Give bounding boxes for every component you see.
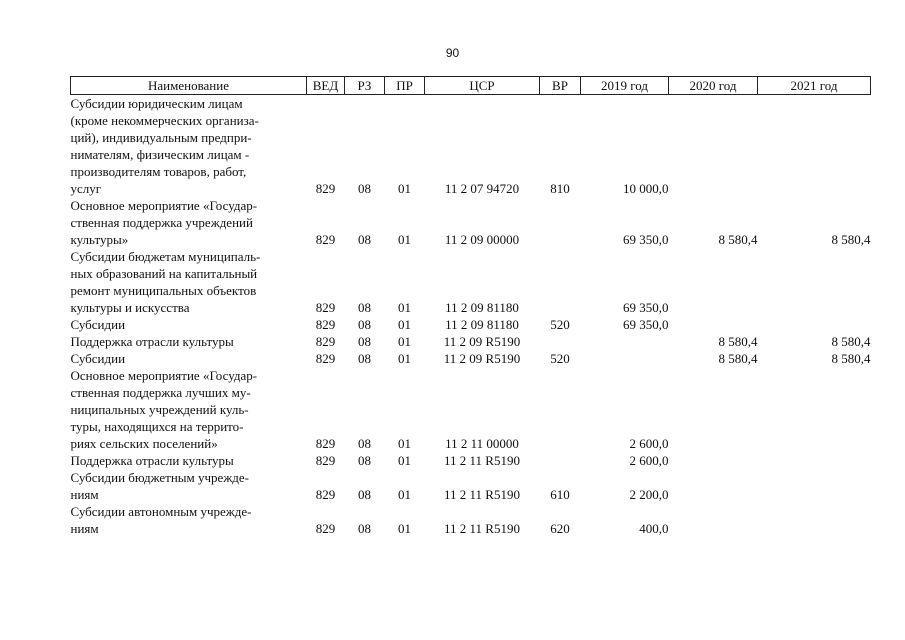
cell-csr: 11 2 11 R5190: [444, 521, 520, 536]
cell-csr: 11 2 09 81180: [445, 317, 519, 332]
row-name-line: риях сельских поселений»: [70, 436, 218, 451]
cell-rz: 08: [358, 351, 371, 366]
cell-y2020: [669, 503, 758, 537]
cell-y2020: [669, 95, 758, 198]
cell-vr: [540, 367, 581, 452]
row-name-line: Субсидии юридическим лицам: [70, 96, 243, 111]
cell-pr: 01: [398, 300, 411, 315]
header-pr: ПР: [385, 77, 425, 95]
row-name-line: Поддержка отрасли культуры: [70, 453, 234, 468]
cell-vr: 520: [550, 317, 570, 332]
cell-vr: [540, 248, 581, 316]
cell-csr: 11 2 09 R5190: [443, 334, 521, 349]
cell-y2021: [758, 452, 871, 469]
table-row: [71, 350, 871, 367]
row-name-line: Субсидии автономным учрежде-: [70, 504, 252, 519]
header-csr: ЦСР: [425, 77, 540, 95]
cell-rz: 08: [358, 487, 371, 502]
cell-ved: 829: [315, 351, 336, 366]
cell-y2021: [758, 95, 871, 198]
cell-csr: 11 2 07 94720: [444, 181, 520, 196]
cell-ved: 829: [315, 181, 336, 196]
table-row: [71, 95, 871, 198]
cell-pr: 01: [398, 232, 411, 247]
cell-y2019: 2 600,0: [629, 453, 669, 468]
cell-y2019: [581, 333, 669, 350]
table-header-row: [71, 77, 871, 95]
row-name: [71, 367, 307, 452]
cell-ved: 829: [315, 521, 336, 536]
row-name-line: Субсидии бюджетным учрежде-: [70, 470, 250, 485]
row-name-line: ниципальных учреждений куль-: [70, 402, 249, 417]
cell-ved: 829: [315, 317, 336, 332]
row-name: [71, 316, 307, 333]
row-name-line: ственная поддержка учреждений: [70, 215, 253, 230]
cell-vr: [540, 333, 581, 350]
cell-y2019: 2 200,0: [629, 487, 669, 502]
cell-vr: [540, 197, 581, 248]
cell-y2019: 400,0: [639, 521, 669, 536]
row-name-line: ниям: [70, 521, 99, 536]
cell-y2020: 8 580,4: [718, 351, 758, 366]
row-name-line: туры, находящихся на террито-: [70, 419, 244, 434]
cell-y2019: [581, 350, 669, 367]
cell-y2021: [758, 469, 871, 503]
cell-csr: 11 2 11 00000: [445, 436, 519, 451]
cell-y2020: 8 580,4: [718, 232, 758, 247]
row-name: [71, 452, 307, 469]
cell-vr: 620: [550, 521, 570, 536]
header-vr: ВР: [540, 77, 581, 95]
row-name: [71, 197, 307, 248]
table-row: [71, 197, 871, 248]
budget-table: [70, 76, 871, 537]
row-name-line: культуры и искусства: [70, 300, 190, 315]
table-row: [71, 503, 871, 537]
row-name: [71, 350, 307, 367]
cell-y2020: [669, 469, 758, 503]
cell-ved: 829: [315, 334, 336, 349]
row-name-line: Поддержка отрасли культуры: [70, 334, 234, 349]
table-row: [71, 367, 871, 452]
cell-vr: 610: [550, 487, 570, 502]
cell-y2019: 69 350,0: [623, 232, 669, 247]
cell-y2020: [669, 316, 758, 333]
row-name-line: ниям: [70, 487, 99, 502]
cell-ved: 829: [315, 453, 336, 468]
cell-y2021: [758, 248, 871, 316]
cell-y2021: 8 580,4: [831, 232, 871, 247]
table-row: [71, 316, 871, 333]
header-name: Наименование: [71, 77, 307, 95]
row-name-line: нимателям, физическим лицам -: [70, 147, 250, 162]
cell-ved: 829: [315, 232, 336, 247]
row-name-line: Субсидии бюджетам муниципаль-: [70, 249, 261, 264]
header-2021: 2021 год: [758, 77, 871, 95]
cell-vr: [540, 452, 581, 469]
cell-pr: 01: [398, 521, 411, 536]
cell-y2020: 8 580,4: [718, 334, 758, 349]
table-body: [71, 95, 871, 538]
row-name-line: ственная поддержка лучших му-: [70, 385, 251, 400]
header-2019: 2019 год: [581, 77, 669, 95]
cell-pr: 01: [398, 487, 411, 502]
cell-csr: 11 2 11 R5190: [444, 453, 520, 468]
cell-ved: 829: [315, 436, 336, 451]
cell-y2019: 2 600,0: [629, 436, 669, 451]
cell-pr: 01: [398, 334, 411, 349]
cell-pr: 01: [398, 453, 411, 468]
cell-pr: 01: [398, 351, 411, 366]
cell-vr: 520: [550, 351, 570, 366]
row-name-line: культуры»: [70, 232, 129, 247]
cell-y2021: 8 580,4: [831, 351, 871, 366]
cell-csr: 11 2 09 R5190: [443, 351, 521, 366]
cell-y2021: [758, 367, 871, 452]
cell-y2021: [758, 503, 871, 537]
cell-rz: 08: [358, 181, 371, 196]
cell-y2019: 10 000,0: [623, 181, 669, 196]
row-name-line: Основное мероприятие «Государ-: [70, 368, 258, 383]
row-name-line: Субсидии: [70, 351, 126, 366]
cell-rz: 08: [358, 232, 371, 247]
cell-rz: 08: [358, 300, 371, 315]
cell-rz: 08: [358, 521, 371, 536]
cell-y2020: [669, 367, 758, 452]
row-name: [71, 95, 307, 198]
row-name: [71, 503, 307, 537]
cell-pr: 01: [398, 181, 411, 196]
cell-rz: 08: [358, 436, 371, 451]
row-name-line: Субсидии: [70, 317, 126, 332]
table-row: [71, 452, 871, 469]
header-2020: 2020 год: [669, 77, 758, 95]
cell-vr: 810: [550, 181, 570, 196]
cell-ved: 829: [315, 487, 336, 502]
cell-rz: 08: [358, 334, 371, 349]
cell-y2021: [758, 316, 871, 333]
cell-y2020: [669, 452, 758, 469]
table-row: [71, 469, 871, 503]
table-row: [71, 248, 871, 316]
cell-csr: 11 2 09 81180: [445, 300, 519, 315]
row-name: [71, 469, 307, 503]
cell-y2020: [669, 248, 758, 316]
row-name-line: услуг: [70, 181, 102, 196]
header-ved: ВЕД: [307, 77, 345, 95]
cell-y2019: 69 350,0: [623, 300, 669, 315]
cell-csr: 11 2 11 R5190: [444, 487, 520, 502]
row-name: [71, 333, 307, 350]
cell-y2021: 8 580,4: [831, 334, 871, 349]
cell-y2019: 69 350,0: [623, 317, 669, 332]
row-name-line: ремонт муниципальных объектов: [70, 283, 257, 298]
cell-ved: 829: [315, 300, 336, 315]
cell-pr: 01: [398, 317, 411, 332]
cell-rz: 08: [358, 317, 371, 332]
header-rz: РЗ: [345, 77, 385, 95]
row-name-line: Основное мероприятие «Государ-: [70, 198, 258, 213]
row-name-line: ций), индивидуальным предпри-: [70, 130, 252, 145]
row-name-line: производителям товаров, работ,: [70, 164, 247, 179]
table-row: [71, 333, 871, 350]
row-name-line: ных образований на капитальный: [70, 266, 258, 281]
page-number: 90: [445, 46, 460, 60]
cell-rz: 08: [358, 453, 371, 468]
cell-csr: 11 2 09 00000: [444, 232, 520, 247]
row-name-line: (кроме некоммерческих организа-: [70, 113, 259, 128]
cell-pr: 01: [398, 436, 411, 451]
row-name: [71, 248, 307, 316]
